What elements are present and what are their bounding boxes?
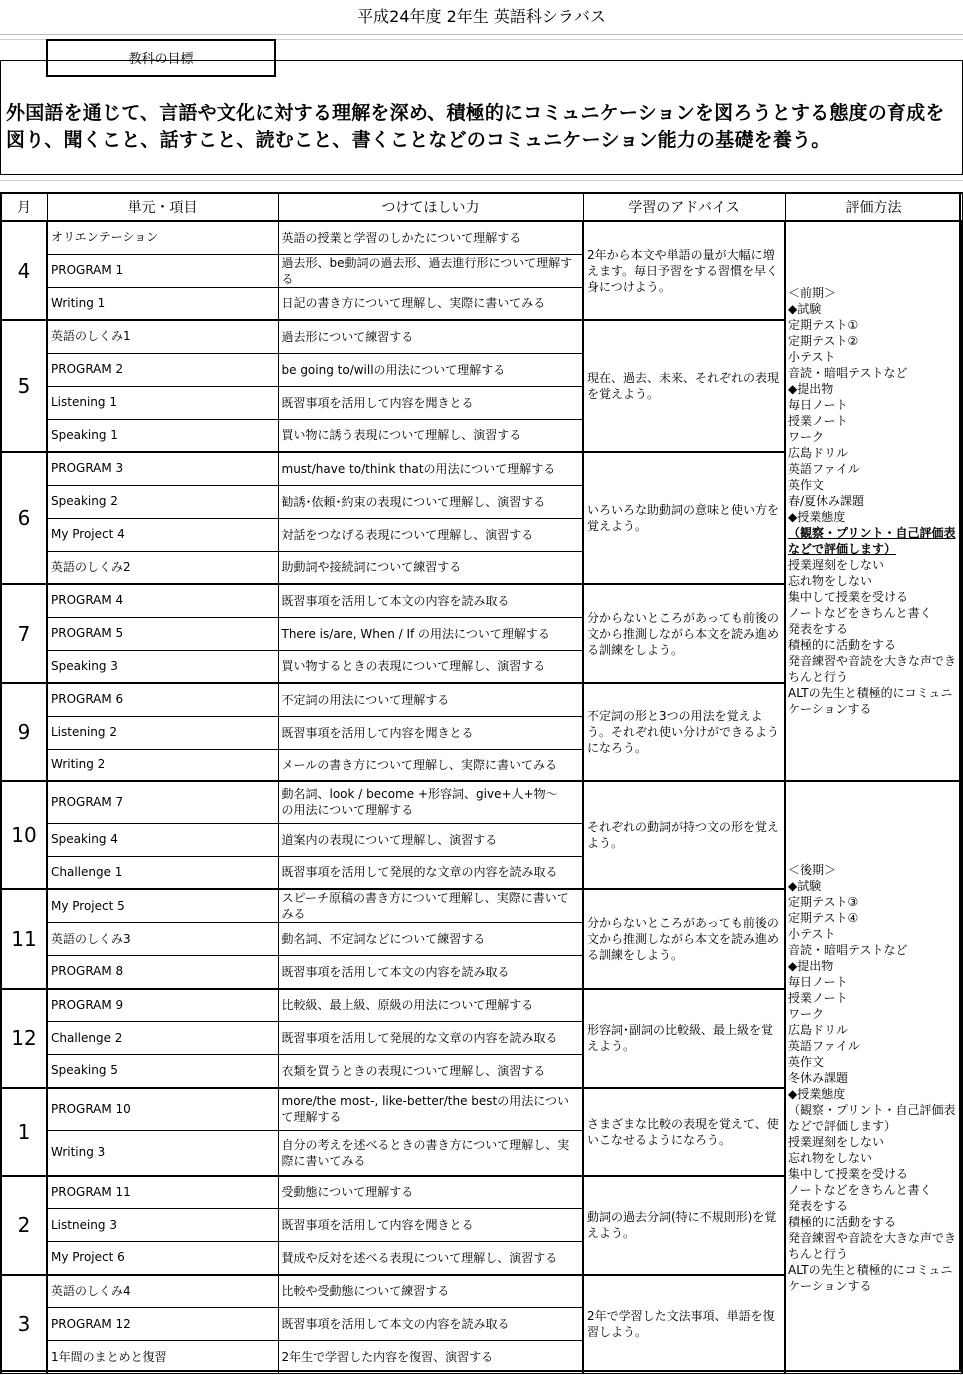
skill-cell: 日記の書き方について理解し、実際に書いてみる [278,287,583,320]
header-skill: つけてほしい力 [278,193,583,221]
eval-line: 忘れ物をしない [788,574,873,588]
unit-cell: PROGRAM 3 [47,452,278,485]
unit-cell: Speaking 3 [47,650,278,683]
unit-cell: PROGRAM 2 [47,353,278,386]
advice-cell: それぞれの動詞が持つ文の形を覚えよう。 [583,781,785,889]
eval-line: 発表をする [788,622,849,636]
month-cell: 9 [1,683,47,781]
month-cell: 10 [1,781,47,889]
advice-cell: 現在、過去、未来、それぞれの表現を覚えよう。 [583,320,785,452]
skill-cell: 過去形、be動詞の過去形、過去進行形について理解する [278,254,583,287]
unit-cell: Writing 2 [47,749,278,781]
month-cell: 12 [1,989,47,1088]
eval-line: ワーク [788,1006,825,1021]
header-month: 月 [1,193,47,221]
skill-cell: 賛成や反対を述べる表現について理解し、演習する [278,1242,583,1275]
unit-cell: オリエンテーション [47,221,278,254]
advice-cell: 動詞の過去分詞(特に不規則形)を覚えよう。 [583,1176,785,1275]
eval-line: 広島ドリル [788,446,849,460]
unit-cell: My Project 5 [47,889,278,923]
eval-line: 小テスト [788,350,836,364]
month-cell: 11 [1,889,47,989]
eval-line: 音読・暗唱テストなど [788,366,908,380]
header-advice: 学習のアドバイス [583,193,785,221]
skill-cell: メールの書き方について理解し、実際に書いてみる [278,749,583,781]
unit-cell: PROGRAM 5 [47,617,278,650]
skill-cell: 受動態について理解する [278,1176,583,1209]
skill-cell: 既習事項を活用して本文の内容を読み取る [278,584,583,617]
skill-cell: 過去形について練習する [278,320,583,353]
unit-cell: PROGRAM 12 [47,1308,278,1341]
advice-cell: さまざまな比較の表現を覚えて、使いこなせるようになろう。 [583,1088,785,1176]
advice-cell: 不定詞の形と3つの用法を覚えよう。それぞれ使い分けができるようになろう。 [583,683,785,781]
eval-line: ◆授業態度 [788,1086,846,1101]
unit-cell: Writing 3 [47,1131,278,1176]
skill-cell: 対話をつなげる表現について理解し、演習する [278,518,583,551]
eval-line: ノートなどをきちんと書く [788,606,932,620]
unit-cell: Speaking 4 [47,823,278,856]
skill-cell: 動名詞、look / become +形容詞、give+人+物～ の用法について理解する [278,781,583,823]
unit-cell: Listening 2 [47,716,278,749]
eval-line: ワーク [788,430,825,444]
goal-label: 教科の目標 [46,39,276,77]
table-row [1,221,962,254]
advice-cell: 2年で学習した文法事項、単語を復習しよう。 [583,1275,785,1374]
unit-cell: 英語のしくみ4 [47,1275,278,1308]
syllabus-table [0,192,963,1374]
skill-cell: be going to/willの用法について理解する [278,353,583,386]
skill-cell: 比較級、最上級、原級の用法について理解する [278,989,583,1022]
skill-cell: スピーチ原稿の書き方について理解し、実際に書いてみる [278,889,583,923]
eval-line: 積極的に活動をする [788,1214,897,1229]
month-cell: 3 [1,1275,47,1374]
table-row [1,781,962,823]
eval-line: 英語ファイル [788,1038,860,1053]
goal-text: 外国語を通じて、言語や文化に対する理解を深め、積極的にコミュニケーションを図ろうとする態度の育成を図り、聞くこと、話すこと、読むこと、書くことなどのコミュニケーション能力の基礎を養う。 [6,102,945,151]
unit-cell: 英語のしくみ3 [47,923,278,956]
unit-cell: PROGRAM 7 [47,781,278,823]
unit-cell: 1年間のまとめと復習 [47,1341,278,1374]
skill-cell: 英語の授業と学習のしかたについて理解する [278,221,583,254]
unit-cell: Challenge 2 [47,1022,278,1055]
skill-cell: 既習事項を活用して内容を聞きとる [278,716,583,749]
eval-line: 英作文 [788,478,825,492]
eval-line: 忘れ物をしない [788,1150,873,1165]
unit-cell: PROGRAM 1 [47,254,278,287]
skill-cell: 2年生で学習した内容を復習、演習する [278,1341,583,1374]
syllabus-body [1,221,962,1374]
eval-line: ◆提出物 [788,958,834,973]
skill-cell: 買い物するときの表現について理解し、演習する [278,650,583,683]
unit-cell: PROGRAM 6 [47,683,278,716]
eval-second-half [785,781,962,1374]
eval-line: （観察・プリント・自己評価表などで評価します） [788,526,956,556]
skill-cell: 衣類を買うときの表現について理解し、演習する [278,1055,583,1088]
eval-line: 英作文 [788,1054,825,1069]
unit-cell: Challenge 1 [47,856,278,889]
skill-cell: 既習事項を活用して発展的な文章の内容を読み取る [278,856,583,889]
month-cell: 7 [1,584,47,683]
eval-line: 音読・暗唱テストなど [788,942,908,957]
eval-line: ◆授業態度 [788,510,846,524]
unit-cell: PROGRAM 8 [47,956,278,989]
page-title: 平成24年度 2年生 英語科シラバス [0,0,963,35]
unit-cell: Speaking 1 [47,419,278,452]
skill-cell: must/have to/think thatの用法について理解する [278,452,583,485]
skill-cell: There is/are, When / If の用法について理解する [278,617,583,650]
eval-first-half [785,221,962,781]
header-unit: 単元・項目 [47,193,278,221]
skill-cell: 不定詞の用法について理解する [278,683,583,716]
unit-cell: PROGRAM 10 [47,1088,278,1131]
unit-cell: PROGRAM 4 [47,584,278,617]
skill-cell: 既習事項を活用して内容を聞きとる [278,386,583,419]
advice-cell: 形容詞･副詞の比較級、最上級を覚えよう。 [583,989,785,1088]
eval-line: 発音練習や音読を大きな声できちんと行う [788,654,957,684]
eval-line: ＜前期＞ [788,286,837,300]
unit-cell: My Project 4 [47,518,278,551]
unit-cell: My Project 6 [47,1242,278,1275]
eval-line: 発音練習や音読を大きな声できちんと行う [788,1230,957,1261]
eval-line: ALTの先生と積極的にコミュニケーションする [788,686,953,716]
eval-line: ◆試験 [788,878,822,893]
eval-line: 授業遅刻をしない [788,1134,885,1149]
eval-line: 広島ドリル [788,1022,849,1037]
eval-line: 毎日ノート [788,398,848,412]
eval-line: 小テスト [788,926,836,941]
eval-line: 発表をする [788,1198,849,1213]
eval-line: 授業ノート [788,414,848,428]
eval-line: ALTの先生と積極的にコミュニケーションする [788,1262,953,1293]
advice-cell: いろいろな助動詞の意味と使い方を覚えよう。 [583,452,785,584]
skill-cell: 既習事項を活用して本文の内容を読み取る [278,1308,583,1341]
skill-cell: 既習事項を活用して本文の内容を読み取る [278,956,583,989]
month-cell: 6 [1,452,47,584]
month-cell: 5 [1,320,47,452]
skill-cell: 助動詞や接続詞について練習する [278,551,583,584]
eval-line: 定期テスト② [788,334,859,348]
eval-line: 授業遅刻をしない [788,558,885,572]
skill-cell: 勧誘･依頼･約束の表現について理解し、演習する [278,485,583,518]
eval-line: （観察・プリント・自己評価表などで評価します） [788,1102,956,1133]
eval-line: ◆試験 [788,302,822,316]
skill-cell: 道案内の表現について理解し、演習する [278,823,583,856]
month-cell: 1 [1,1088,47,1176]
eval-line: 定期テスト① [788,318,859,332]
skill-cell: 既習事項を活用して内容を聞きとる [278,1209,583,1242]
eval-line: 授業ノート [788,990,848,1005]
unit-cell: PROGRAM 9 [47,989,278,1022]
eval-line: 定期テスト④ [788,910,859,925]
month-cell: 2 [1,1176,47,1275]
unit-cell: PROGRAM 11 [47,1176,278,1209]
advice-cell: 分からないところがあっても前後の文から推測しながら本文を読み進める訓練をしよう。 [583,584,785,683]
advice-cell: 分からないところがあっても前後の文から推測しながら本文を読み進める訓練をしよう。 [583,889,785,989]
unit-cell: Speaking 5 [47,1055,278,1088]
skill-cell: 既習事項を活用して発展的な文章の内容を読み取る [278,1022,583,1055]
eval-line: ◆提出物 [788,382,834,396]
unit-cell: 英語のしくみ2 [47,551,278,584]
eval-line: ＜後期＞ [788,862,837,877]
month-cell: 4 [1,221,47,320]
eval-line: 春/夏休み課題 [788,494,865,508]
unit-cell: 英語のしくみ1 [47,320,278,353]
eval-line: 毎日ノート [788,974,848,989]
unit-cell: Listneing 3 [47,1209,278,1242]
eval-line: 定期テスト③ [788,894,859,909]
eval-line: 集中して授業を受ける [788,1166,909,1181]
eval-line: 英語ファイル [788,462,860,476]
advice-cell: 2年から本文や単語の量が大幅に増えます。毎日予習をする習慣を早く身につけよう。 [583,221,785,320]
eval-line: ノートなどをきちんと書く [788,1182,932,1197]
header-eval: 評価方法 [785,193,962,221]
eval-line: 積極的に活動をする [788,638,897,652]
eval-line: 集中して授業を受ける [788,590,909,604]
skill-cell: more/the most-, like-better/the bestの用法について理解する [278,1088,583,1131]
skill-cell: 比較や受動態について練習する [278,1275,583,1308]
skill-cell: 自分の考えを述べるときの書き方について理解し、実際に書いてみる [278,1131,583,1176]
unit-cell: Listening 1 [47,386,278,419]
skill-cell: 買い物に誘う表現について理解し、演習する [278,419,583,452]
unit-cell: Speaking 2 [47,485,278,518]
skill-cell: 動名詞、不定詞などについて練習する [278,923,583,956]
eval-line: 冬休み課題 [788,1070,849,1085]
unit-cell: Writing 1 [47,287,278,320]
